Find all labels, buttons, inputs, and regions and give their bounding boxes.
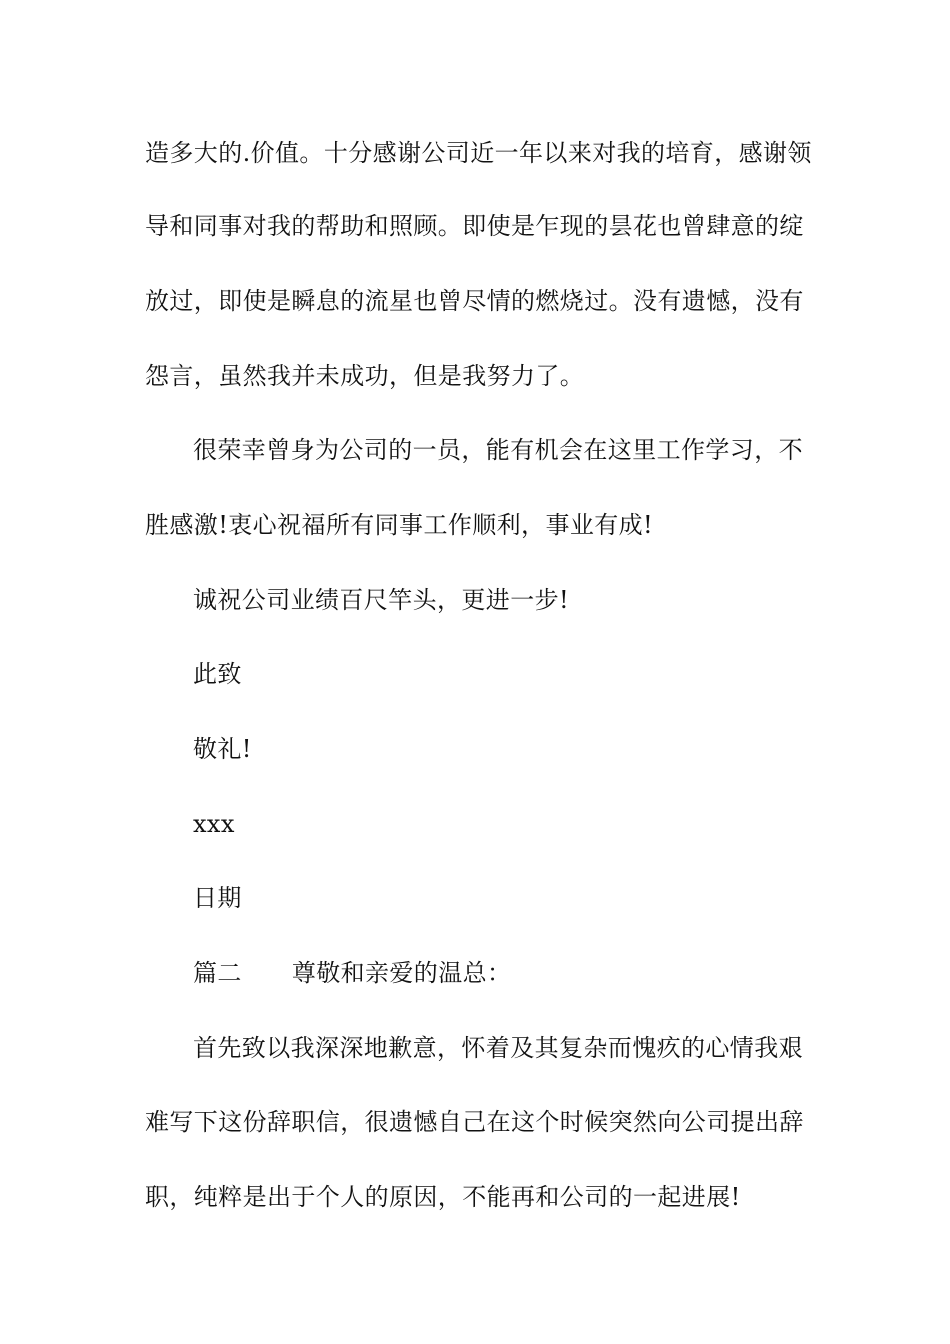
closing-line: 此致 — [193, 660, 242, 688]
section-label: 篇二 — [193, 959, 242, 987]
signature-date: 日期 — [193, 884, 242, 912]
paragraph-line: 很荣幸曾身为公司的一员，能有机会在这里工作学习，不 — [193, 436, 803, 464]
paragraph-line: 怨言，虽然我并未成功，但是我努力了。 — [145, 362, 585, 390]
paragraph-line: 造多大的.价值。十分感谢公司近一年以来对我的培育，感谢领 — [145, 139, 812, 167]
paragraph-line: 职，纯粹是出于个人的原因，不能再和公司的一起进展! — [145, 1183, 741, 1211]
signature-name: xxx — [193, 810, 235, 838]
paragraph-line: 放过，即使是瞬息的流星也曾尽情的燃烧过。没有遗憾，没有 — [145, 287, 804, 315]
paragraph-line: 难写下这份辞职信，很遗憾自己在这个时候突然向公司提出辞 — [145, 1108, 804, 1136]
paragraph-line: 诚祝公司业绩百尺竿头，更进一步! — [193, 586, 570, 614]
closing-line: 敬礼! — [193, 735, 252, 763]
section-heading — [193, 957, 511, 989]
paragraph-line: 胜感激!衷心祝福所有同事工作顺利，事业有成! — [145, 511, 654, 539]
paragraph-line: 导和同事对我的帮助和照顾。即使是乍现的昙花也曾肆意的绽 — [145, 212, 804, 240]
salutation: 尊敬和亲爱的温总： — [291, 959, 512, 987]
paragraph-line: 首先致以我深深地歉意，怀着及其复杂而愧疚的心情我艰 — [193, 1034, 803, 1062]
